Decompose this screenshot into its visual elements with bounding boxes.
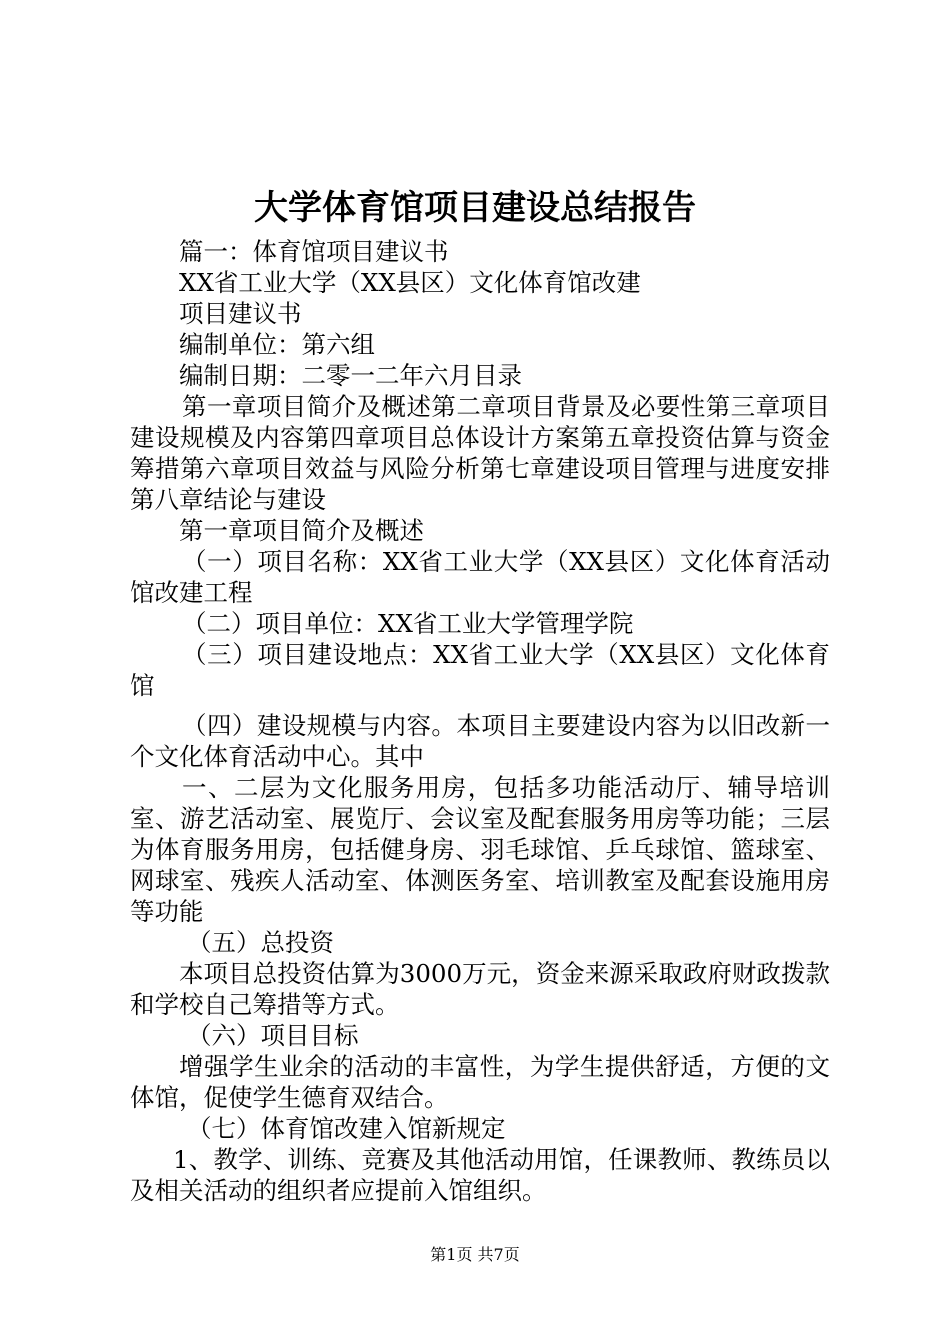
paragraph-table-of-contents: 第一章项目简介及概述第二章项目背景及必要性第三章项目建设规模及内容第四章项目总体设计方案第五章投资估算与资金筹措第六章项目效益与风险分析第七章建设项目管理与进度安排第八章结论与建设 <box>130 392 830 514</box>
paragraph-compile-date: 编制日期：二零一二年六月目录 <box>179 361 522 390</box>
paragraph-objective-detail: 增强学生业余的活动的丰富性，为学生提供舒适，方便的文体馆，促使学生德育双结合。 <box>130 1052 830 1112</box>
document-title: 大学体育馆项目建设总结报告 <box>254 188 696 228</box>
paragraph-part-heading: 篇一：体育馆项目建议书 <box>179 237 449 266</box>
paragraph-investment-detail: 本项目总投资估算为3000万元，资金来源采取政府财政拨款和学校自己筹措等方式。 <box>130 959 830 1019</box>
paragraph-item-project-name: （一）项目名称：XX省工业大学（XX县区）文化体育活动馆改建工程 <box>130 547 830 607</box>
paragraph-item-project-unit: （二）项目单位：XX省工业大学管理学院 <box>182 609 634 638</box>
paragraph-project-name-line: XX省工业大学（XX县区）文化体育馆改建 <box>179 268 641 297</box>
paragraph-floor-functions: 一、二层为文化服务用房，包括多功能活动厅、辅导培训室、游艺活动室、展览厅、会议室及配套服务用房等功能；三层为体育服务用房，包括健身房、羽毛球馆、乒乓球馆、篮球室、网球室、残疾人活动室、体测医务室、培训教室及配套设施用房等功能 <box>130 773 830 926</box>
paragraph-compiler: 编制单位：第六组 <box>179 330 375 359</box>
paragraph-item-new-rules: （七）体育馆改建入馆新规定 <box>187 1114 506 1143</box>
paragraph-chapter-one-heading: 第一章项目简介及概述 <box>179 516 424 545</box>
paragraph-item-scale: （四）建设规模与内容。本项目主要建设内容为以旧改新一个文化体育活动中心。其中 <box>130 711 830 771</box>
paragraph-proposal-label: 项目建议书 <box>179 299 302 328</box>
paragraph-item-total-investment: （五）总投资 <box>187 928 334 957</box>
page-footer: 第1页 共7页 <box>430 1245 520 1264</box>
paragraph-item-objective: （六）项目目标 <box>187 1021 359 1050</box>
document-body <box>130 236 830 1206</box>
paragraph-rule-one: 1、教学、训练、竞赛及其他活动用馆，任课教师、教练员以及相关活动的组织者应提前入馆组织。 <box>130 1145 830 1205</box>
paragraph-item-location: （三）项目建设地点：XX省工业大学（XX县区）文化体育馆 <box>130 640 830 700</box>
